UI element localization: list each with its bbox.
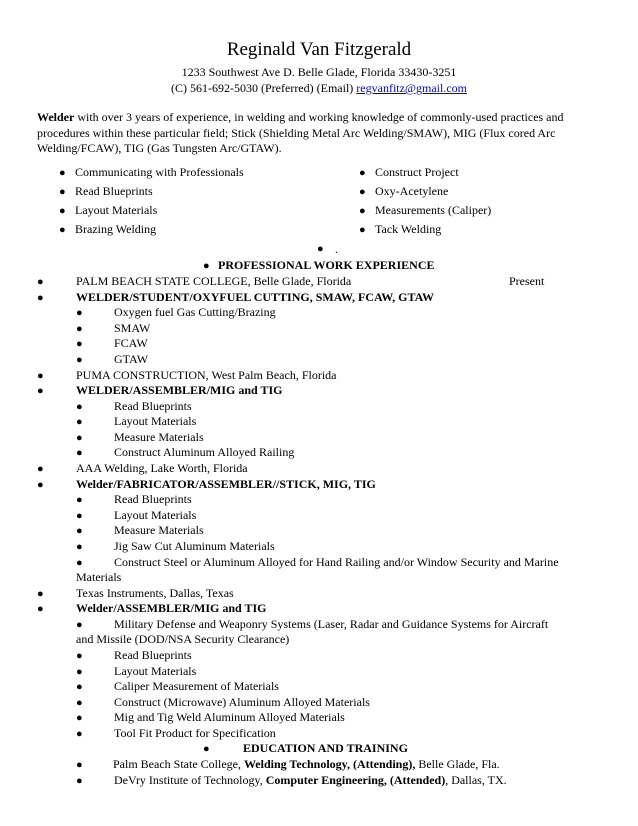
bullet-icon: ● (76, 432, 83, 444)
job3-title: Welder/FABRICATOR/ASSEMBLER//STICK, MIG, TIG (76, 477, 376, 491)
bullet-icon: ● (359, 167, 366, 179)
bullet-icon: ● (76, 525, 83, 537)
job3-employer: AAA Welding, Lake Worth, Florida (76, 461, 248, 475)
job2-item: Measure Materials (114, 430, 204, 444)
bullet-icon: ● (37, 292, 44, 304)
job4-title: Welder/ASSEMBLER/MIG and TIG (76, 601, 267, 615)
job1-item: SMAW (114, 321, 151, 335)
bullet-icon: ● (76, 712, 83, 724)
skill-item: Oxy-Acetylene (375, 184, 449, 198)
job4-item: Layout Materials (114, 664, 197, 678)
bullet-icon: ● (76, 323, 83, 335)
edu1-school: Palm Beach State College, (113, 757, 244, 771)
bullet-icon: ● (59, 167, 66, 179)
bullet-icon: ● (76, 681, 83, 693)
education-item (114, 773, 507, 789)
job2-item: Construct Aluminum Alloyed Railing (114, 445, 295, 459)
job4-item: Caliper Measurement of Materials (114, 679, 279, 693)
job2-title: WELDER/ASSEMBLER/MIG and TIG (76, 383, 283, 397)
education-heading: EDUCATION AND TRAINING (243, 741, 408, 755)
bullet-icon: ● (76, 354, 83, 366)
bullet-icon: ● (37, 463, 44, 475)
bullet-icon: ● (59, 205, 66, 217)
bullet-icon: ● (76, 557, 83, 569)
bullet-icon: ● (76, 728, 83, 740)
bullet-icon: ● (37, 385, 44, 397)
job4-item: Mig and Tig Weld Aluminum Alloyed Materials (114, 710, 345, 724)
bullet-icon: ● (76, 619, 83, 631)
bullet-icon: ● (317, 243, 324, 255)
bullet-icon: ● (59, 186, 66, 198)
bullet-icon: ● (76, 759, 83, 771)
skill-item: Read Blueprints (75, 184, 153, 198)
bullet-icon: ● (76, 338, 83, 350)
summary-text: with over 3 years of experience, in welding and working knowledge of commonly-used practices and procedures within these particular field; Stick (Shielding Metal Arc Welding/SMAW), MIG (Flux cored Arc Welding/FCAW), TIG (Gas Tungsten Arc/GTAW). (37, 110, 564, 155)
bullet-icon: ● (76, 401, 83, 413)
stray-mark: . (335, 242, 338, 256)
skill-item: Communicating with Professionals (75, 165, 244, 179)
bullet-icon: ● (76, 697, 83, 709)
job4-item: Read Blueprints (114, 648, 192, 662)
job3-long-item: Construct Steel or Aluminum Alloyed for Hand Railing and/or Window Security and Marine (114, 555, 559, 569)
job2-employer: PUMA CONSTRUCTION, West Palm Beach, Florida (76, 368, 337, 382)
bullet-icon: ● (76, 650, 83, 662)
job1-title: WELDER/STUDENT/OXYFUEL CUTTING, SMAW, FCAW, GTAW (76, 290, 434, 304)
job4-item: Construct (Microwave) Aluminum Alloyed Materials (114, 695, 370, 709)
skill-item: Measurements (Caliper) (375, 203, 492, 217)
job4-employer: Texas Instruments, Dallas, Texas (76, 586, 234, 600)
bullet-icon: ● (76, 510, 83, 522)
job1-employer: PALM BEACH STATE COLLEGE, Belle Glade, Florida (76, 274, 352, 288)
edu2-program: Computer Engineering, (Attended) (265, 773, 446, 787)
applicant-name: Reginald Van Fitzgerald (226, 39, 412, 60)
bullet-icon: ● (37, 370, 44, 382)
bullet-icon: ● (37, 603, 44, 615)
bullet-icon: ● (59, 224, 66, 236)
bullet-icon: ● (76, 541, 83, 553)
edu2-school: DeVry Institute of Technology, (114, 773, 266, 787)
summary-paragraph (37, 110, 602, 157)
edu1-program: Welding Technology, (Attending), (243, 757, 416, 771)
edu1-location: Belle Glade, Fla. (415, 757, 500, 771)
bullet-icon: ● (359, 205, 366, 217)
job1-date: Present (509, 274, 545, 288)
job4-long-item: Military Defense and Weaponry Systems (Laser, Radar and Guidance Systems for Aircraft (114, 617, 549, 631)
skill-item: Tack Welding (375, 222, 442, 236)
job1-item: FCAW (114, 336, 148, 350)
edu2-location: , Dallas, TX. (445, 773, 507, 787)
bullet-icon: ● (76, 307, 83, 319)
bullet-icon: ● (359, 186, 366, 198)
address-line: 1233 Southwest Ave D. Belle Glade, Florida 33430-3251 (181, 65, 457, 79)
bullet-icon: ● (203, 260, 210, 272)
job1-item: Oxygen fuel Gas Cutting/Brazing (114, 305, 276, 319)
summary-lead: Welder (37, 110, 75, 124)
bullet-icon: ● (37, 479, 44, 491)
experience-heading: PROFESSIONAL WORK EXPERIENCE (218, 258, 435, 272)
bullet-icon: ● (359, 224, 366, 236)
job3-item: Jig Saw Cut Aluminum Materials (114, 539, 275, 553)
bullet-icon: ● (203, 743, 210, 755)
bullet-icon: ● (76, 416, 83, 428)
bullet-icon: ● (76, 494, 83, 506)
job2-item: Layout Materials (114, 414, 197, 428)
job3-item: Measure Materials (114, 523, 204, 537)
job3-long-item-cont: Materials (76, 570, 122, 584)
education-item (113, 757, 500, 773)
skill-item: Brazing Welding (75, 222, 157, 236)
bullet-icon: ● (37, 588, 44, 600)
bullet-icon: ● (37, 276, 44, 288)
email-link[interactable]: regvanfitz@gmail.com (356, 81, 467, 95)
bullet-icon: ● (76, 447, 83, 459)
job4-item: Tool Fit Product for Specification (114, 726, 276, 740)
contact-line (0, 81, 638, 97)
job3-item: Layout Materials (114, 508, 197, 522)
bullet-icon: ● (76, 666, 83, 678)
job4-long-item-cont: and Missile (DOD/NSA Security Clearance) (76, 632, 290, 646)
job2-item: Read Blueprints (114, 399, 192, 413)
phone-text: (C) 561-692-5030 (Preferred) (Email) (171, 81, 357, 95)
skill-item: Construct Project (375, 165, 459, 179)
job1-item: GTAW (114, 352, 149, 366)
bullet-icon: ● (76, 775, 83, 787)
skill-item: Layout Materials (75, 203, 158, 217)
job3-item: Read Blueprints (114, 492, 192, 506)
